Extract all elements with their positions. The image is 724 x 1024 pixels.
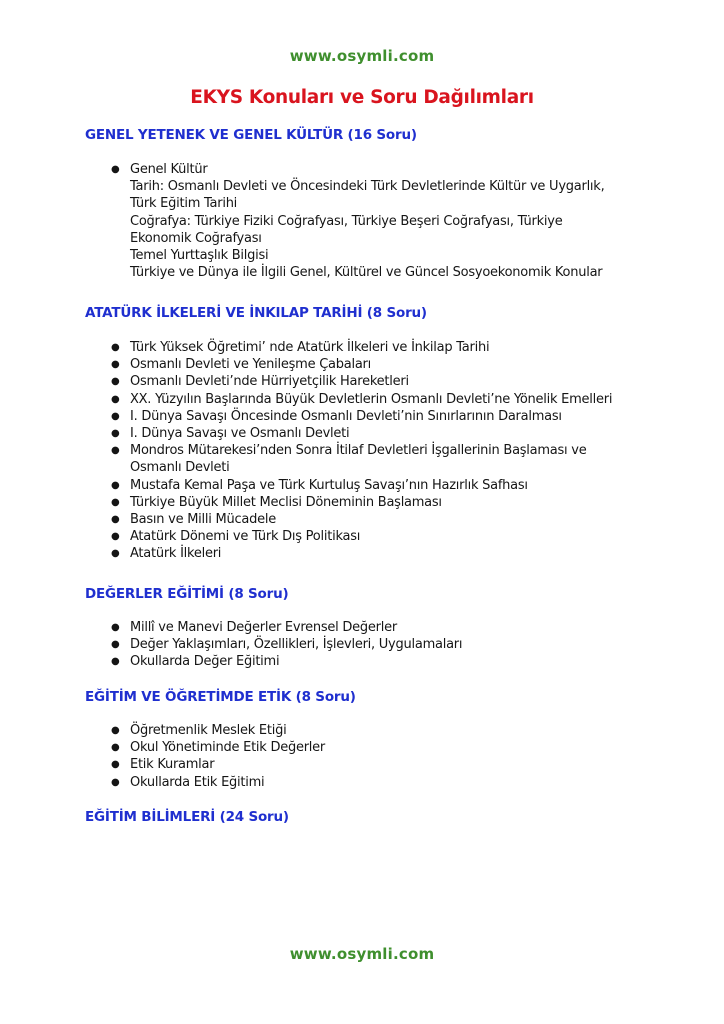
- bullet-icon: ●: [111, 622, 120, 633]
- list-item: [85, 442, 685, 476]
- item-line: Türk Eğitim Tarihi: [130, 196, 238, 212]
- section-heading: ATATÜRK İLKELERİ VE İNKILAP TARİHİ (8 Soru): [85, 305, 427, 321]
- list-item: [85, 653, 685, 670]
- list-item: [85, 356, 685, 373]
- item-line: Ekonomik Coğrafyası: [130, 230, 262, 246]
- list-item: [85, 339, 685, 356]
- item-line: Okul Yönetiminde Etik Değerler: [130, 740, 325, 756]
- list-item: [85, 545, 685, 562]
- bullet-icon: ●: [111, 496, 120, 508]
- bullet-icon: ●: [111, 742, 120, 754]
- list-item: [85, 739, 685, 756]
- section-heading: EĞİTİM VE ÖĞRETİMDE ETİK (8 Soru): [85, 689, 356, 705]
- site-link-top[interactable]: www.osymli.com: [289, 47, 435, 65]
- item-line: Genel Kültür: [130, 162, 208, 177]
- item-line: Öğretmenlik Meslek Etiği: [130, 723, 287, 738]
- item-line: I. Dünya Savaşı ve Osmanlı Devleti: [130, 426, 350, 442]
- item-line: Atatürk Dönemi ve Türk Dış Politikası: [130, 529, 361, 545]
- bullet-icon: ●: [111, 759, 120, 771]
- item-line: I. Dünya Savaşı Öncesinde Osmanlı Devleti’nin Sınırlarının Daralması: [130, 408, 562, 424]
- bullet-icon: ●: [111, 531, 120, 543]
- item-line: Atatürk İlkeleri: [130, 546, 222, 562]
- item-line: Değer Yaklaşımları, Özellikleri, İşlevleri, Uygulamaları: [130, 637, 463, 653]
- item-line: Mustafa Kemal Paşa ve Türk Kurtuluş Savaşı’nın Hazırlık Safhası: [130, 477, 528, 493]
- section-egitimde-etik: [85, 688, 685, 791]
- section-heading: GENEL YETENEK VE GENEL KÜLTÜR (16 Soru): [85, 127, 417, 143]
- item-line: Osmanlı Devleti ve Yenileşme Çabaları: [130, 357, 371, 373]
- list-item: [85, 756, 685, 773]
- item-line: Mondros Mütarekesi’nden Sonra İtilaf Devletleri İşgallerinin Başlaması ve: [130, 443, 587, 459]
- list-item: [85, 373, 685, 390]
- item-line: Etik Kuramlar: [130, 757, 215, 773]
- item-line: XX. Yüzyılın Başlarında Büyük Devletlerin Osmanlı Devleti’ne Yönelik Emelleri: [130, 391, 613, 407]
- list-item: [85, 528, 685, 545]
- item-line: Osmanlı Devleti’nde Hürriyetçilik Hareketleri: [130, 374, 409, 390]
- list-item: [85, 391, 685, 408]
- list-item: [85, 425, 685, 442]
- list-item: [85, 722, 685, 739]
- bullet-icon: ●: [111, 376, 120, 388]
- bullet-icon: ●: [111, 639, 120, 651]
- bullet-icon: ●: [111, 428, 120, 440]
- item-line: Basın ve Milli Mücadele: [130, 512, 276, 528]
- item-line: Türk Yüksek Öğretimi’ nde Atatürk İlkeleri ve İnkilap Tarihi: [130, 340, 490, 355]
- bullet-icon: ●: [111, 410, 120, 422]
- section-egitim-bilimleri: [85, 808, 685, 826]
- item-line: Okullarda Değer Eğitimi: [130, 654, 280, 670]
- item-line: Coğrafya: Türkiye Fiziki Coğrafyası, Türkiye Beşeri Coğrafyası, Türkiye: [130, 213, 563, 229]
- bullet-icon: ●: [111, 656, 120, 668]
- section-degerler-egitimi: [85, 585, 685, 671]
- item-line: Tarih: Osmanlı Devleti ve Öncesindeki Türk Devletlerinde Kültür ve Uygarlık,: [130, 179, 605, 195]
- list-item: [85, 477, 685, 494]
- item-line: Türkiye ve Dünya ile İlgili Genel, Kültürel ve Güncel Sosyoekonomik Konular: [130, 265, 603, 281]
- section-genel-yetenek: [85, 126, 685, 281]
- topic-list: [85, 161, 685, 281]
- list-item: [85, 408, 685, 425]
- item-line: Osmanlı Devleti: [130, 460, 230, 476]
- list-item: [85, 619, 685, 636]
- topic-list: [85, 722, 685, 791]
- bullet-icon: ●: [111, 164, 120, 175]
- item-line: Okullarda Etik Eğitimi: [130, 774, 265, 790]
- bullet-icon: ●: [111, 548, 120, 560]
- bullet-icon: ●: [111, 342, 120, 353]
- bullet-icon: ●: [111, 359, 120, 371]
- section-heading: DEĞERLER EĞİTİMİ (8 Soru): [85, 586, 289, 602]
- list-item: [85, 494, 685, 511]
- topic-list: [85, 619, 685, 671]
- bullet-icon: ●: [111, 514, 120, 526]
- list-item: [85, 511, 685, 528]
- list-item: [85, 774, 685, 791]
- bullet-icon: ●: [111, 479, 120, 491]
- item-line: Millî ve Manevi Değerler Evrensel Değerler: [130, 620, 397, 635]
- bullet-icon: ●: [111, 445, 120, 457]
- section-ataturk-ilkeleri: [85, 304, 685, 563]
- topic-list: [85, 339, 685, 563]
- list-item: [85, 161, 685, 281]
- bullet-icon: ●: [111, 725, 120, 736]
- list-item: [85, 636, 685, 653]
- section-heading: EĞİTİM BİLİMLERİ (24 Soru): [85, 809, 289, 825]
- bullet-icon: ●: [111, 776, 120, 788]
- site-link-bottom[interactable]: www.osymli.com: [289, 945, 435, 963]
- item-line: Temel Yurttaşlık Bilgisi: [130, 248, 269, 264]
- bullet-icon: ●: [111, 393, 120, 405]
- item-line: Türkiye Büyük Millet Meclisi Döneminin Başlaması: [130, 494, 442, 510]
- page-title: EKYS Konuları ve Soru Dağılımları: [190, 87, 534, 108]
